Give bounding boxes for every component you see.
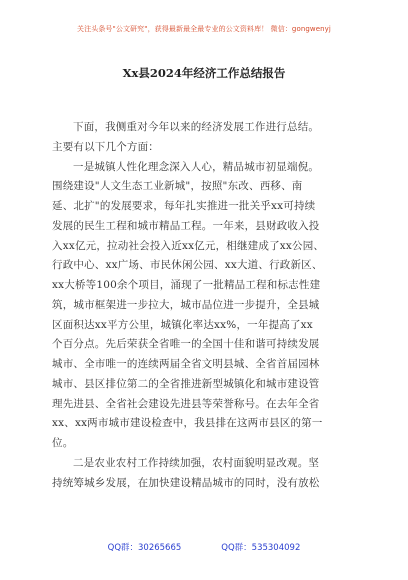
- body-line: 一是城镇人性化理念深入人心，精品城市初显端倪。: [73, 160, 320, 173]
- body-line: 城市、县区排位第二的全省推进新型城镇化和城市建设管: [52, 377, 320, 390]
- body-line: 发展的民生工程和城市精品工程。一年来，县财政收入投: [52, 219, 320, 232]
- footer-qq-group-1: QQ群：30265665: [107, 543, 182, 553]
- page-title: Xx县2024年经济工作总结报告: [122, 66, 286, 80]
- footer-contacts: [0, 541, 408, 553]
- body-line: xx、xx两市城市建设检查中，我县排在这两市县区的第一: [52, 417, 323, 430]
- body-line: 位。: [52, 437, 74, 449]
- body-line: 城市、全市唯一的连续两届全省文明县城、全省首届园林: [52, 358, 320, 370]
- footer-qq-group-2: QQ群：535304092: [221, 543, 301, 553]
- body-line: 入xx亿元，拉动社会投入近xx亿元，相继建成了xx公园、: [52, 239, 325, 252]
- document-body: [52, 118, 357, 493]
- header-banner: 关注头条号"公文研究"，获得最新最全最专业的公文资料库！ 微信：gongwenyj: [77, 25, 331, 33]
- body-line: 主要有以下几个方面：: [52, 140, 159, 153]
- body-line: 二是农业农村工作持续加强，农村面貌明显改观。坚: [73, 456, 320, 469]
- body-line: 区面积达xx平方公里，城镇化率达xx%，一年提高了xx: [52, 318, 313, 331]
- body-line: 下面，我侧重对今年以来的经济发展工作进行总结。: [73, 121, 320, 133]
- body-line: 理先进县、全省社会建设先进县等荣誉称号。在去年全省: [52, 397, 320, 410]
- body-line: 行政中心、xx广场、市民休闲公园、xx大道、行政新区、: [52, 259, 323, 272]
- body-line: 延、北扩"的发展要求，每年扎实推进一批关乎xx可持续: [52, 200, 316, 212]
- body-line: 个百分点。先后荣获全省唯一的全国十佳和谐可持续发展: [52, 338, 320, 351]
- body-line: 持统筹城乡发展，在加快建设精品城市的同时，没有放松: [52, 476, 320, 489]
- body-line: 筑，城市框架进一步拉大，城市品位进一步提升，全县城: [52, 298, 320, 311]
- body-line: 围绕建设"人文生态工业新城"，按照"东改、西移、南: [52, 180, 303, 193]
- body-line: xx大桥等100余个项目，涌现了一批精品工程和标志性建: [52, 279, 321, 291]
